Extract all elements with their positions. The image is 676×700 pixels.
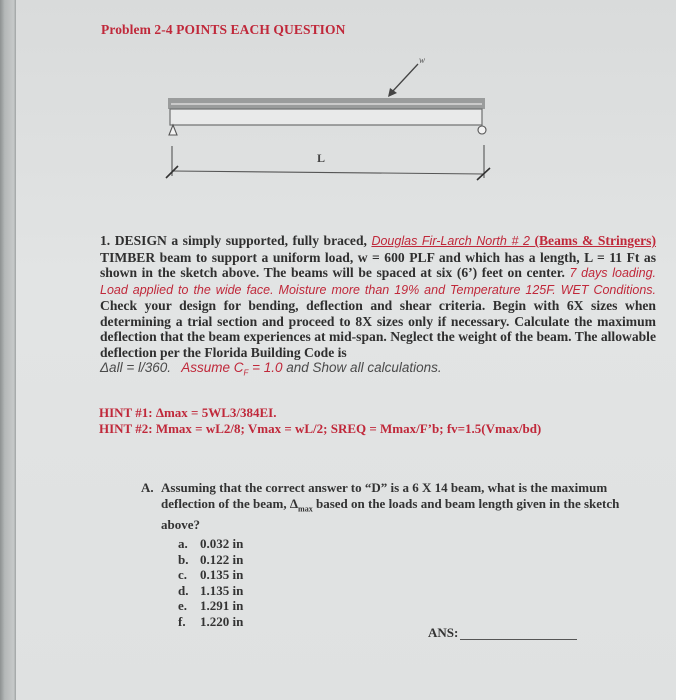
problem-statement <box>100 233 656 381</box>
show-all-calculations: and Show all calculations. <box>282 360 442 375</box>
question-a <box>141 480 661 532</box>
choice-e[interactable]: e. 1.291 in <box>178 598 244 613</box>
document-page <box>16 0 676 700</box>
choice-a[interactable]: a. 0.032 in <box>178 536 244 551</box>
hint-1: HINT #1: Δmax = 5WL3/384EI. <box>99 405 277 420</box>
span-dimension-line <box>172 171 484 174</box>
question-text: Assuming that the correct answer to “D” is a 6 X 14 beam, what is the maximum deflection of the beam, $\Delta_{max}$ based on the loads and beam length given in the sketch above? <box>161 480 620 532</box>
choice-c[interactable]: c. 0.135 in <box>178 567 244 582</box>
choice-b[interactable]: b. 0.122 in <box>178 551 244 567</box>
problem-title: Problem 2-4 POINTS EACH QUESTION <box>101 22 346 37</box>
choice-f[interactable]: f. 1.220 in <box>178 613 244 629</box>
problem-intro: 1. DESIGN a simply supported, fully braced, <box>100 233 372 248</box>
problem-body-2: Check your design for bending, deflection and shear criteria. Begin with 6X sizes when determining a trial section and proceed to 8X sizes only if necessary. Calculate the maximum deflection that the beam experiences at mid-span. Neglect the weight of the beam. The allowable deflection per the Florida Building Code is <box>100 298 656 360</box>
allowable-deflection: Δall = l/360. <box>100 360 171 375</box>
beam-diagram <box>16 0 676 230</box>
span-label: L <box>317 151 326 165</box>
question-label: A. <box>141 480 154 495</box>
load-label: w <box>419 55 426 65</box>
problem-body-1: TIMBER beam to support a uniform load, w = 600 PLF and which has a length, L = 11 Ft as shown in the sketch above. The beams will be spaced at six (6’) feet on center. <box>100 249 656 280</box>
answer-choices <box>178 536 243 629</box>
beam-body <box>170 109 482 125</box>
hint-2: HINT #2: Mmax = wL2/8; Vmax = wL/2; SREQ = Mmax/F’b; fv=1.5(Vmax/bd) <box>99 421 542 436</box>
grade-link[interactable]: (Beams & Stringers) <box>529 233 656 248</box>
answer-label: ANS: <box>428 625 459 640</box>
screen-bezel <box>0 0 16 700</box>
hints-block <box>99 405 541 437</box>
assume-cf: Assume $C_F = 1.0$ <box>181 360 283 378</box>
choice-d[interactable]: d. 1.135 in <box>178 582 244 598</box>
roller-support-icon <box>478 126 486 134</box>
pin-support-icon <box>169 125 177 135</box>
species-link[interactable]: Douglas Fir-Larch North # 2 <box>371 234 530 248</box>
load-arrow-icon <box>388 64 418 97</box>
answer-blank[interactable] <box>460 639 577 640</box>
conditions-text: 7 days loading. Load applied to the wide face. Moisture more than 19% and Temperature 125F. WET Conditions. <box>100 266 656 297</box>
